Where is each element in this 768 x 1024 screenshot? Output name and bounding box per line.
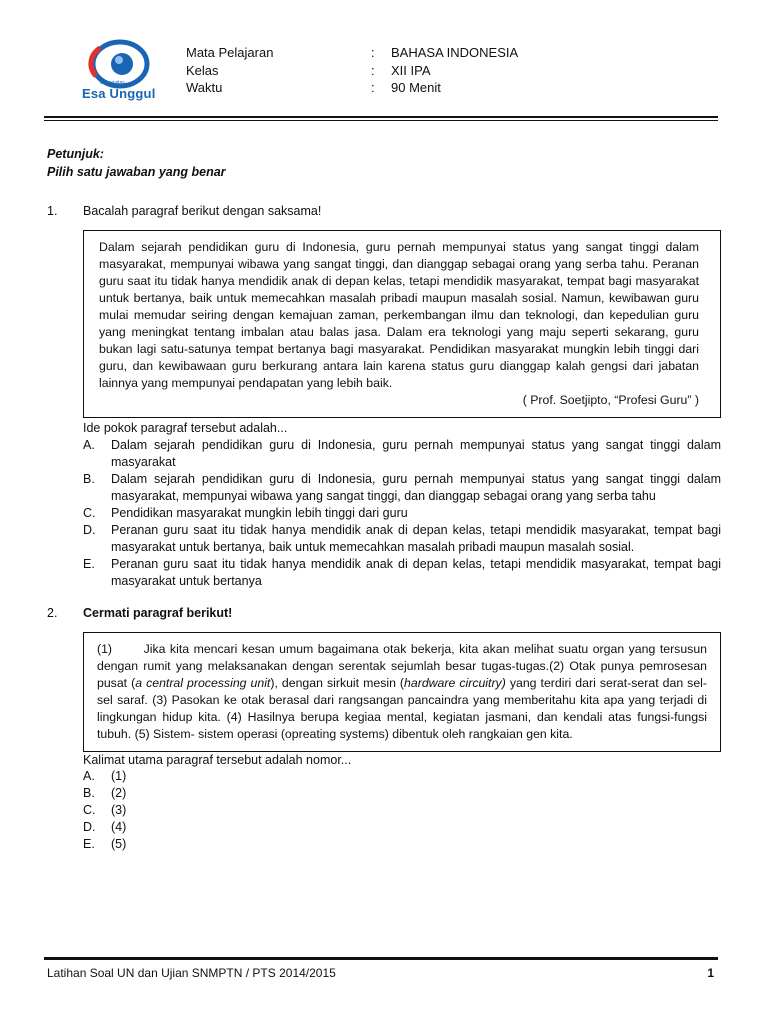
option-text: Dalam sejarah pendidikan guru di Indonesia, guru pernah mempunyai status yang sangat tinggi dalam masyarakat, mempunyai wibawa yang sangat tinggi, dan dianggap sebagai orang yang serba tahu <box>111 472 721 503</box>
meta-value: BAHASA INDONESIA <box>391 45 519 60</box>
passage-part: ), dengan sirkuit mesin ( <box>270 676 405 690</box>
option-d[interactable] <box>83 819 721 836</box>
passage-text <box>97 641 707 743</box>
instructions-text: Pilih satu jawaban yang benar <box>47 165 226 179</box>
option-text: (5) <box>111 837 127 851</box>
option-text: (2) <box>111 786 127 800</box>
option-text: (4) <box>111 820 127 834</box>
question-text: Cermati paragraf berikut! <box>83 606 233 620</box>
meta-row-subject <box>186 44 518 62</box>
logo-subtext: Universitas <box>100 80 125 86</box>
option-letter: E. <box>83 837 95 851</box>
passage-part: (1) Jika kita mencari kesan umum bagaimana otak bekerja, kita akan melihat suatu organ yang tersusun dengan rumit yang melaksanakan dengan serentak sejumlah besar tugas-tugas.(2) Otak punya pemrosesan pusat ( <box>97 642 707 690</box>
question-number: 1. <box>47 204 58 218</box>
option-e[interactable] <box>83 836 721 853</box>
option-letter: B. <box>83 472 95 486</box>
exam-meta <box>186 44 518 97</box>
header-divider-thin <box>44 120 718 121</box>
meta-value: 90 Menit <box>391 80 441 95</box>
instructions-title: Petunjuk: <box>47 147 104 161</box>
option-e[interactable] <box>83 556 721 590</box>
option-a[interactable] <box>83 768 721 785</box>
question-prompt: Ide pokok paragraf tersebut adalah... <box>83 421 288 435</box>
options-list-1 <box>83 437 721 590</box>
instructions <box>47 145 226 181</box>
option-text: (3) <box>111 803 127 817</box>
option-b[interactable] <box>83 471 721 505</box>
meta-label: Kelas <box>186 62 219 78</box>
option-text: Dalam sejarah pendidikan guru di Indonesia, guru pernah mempunyai status yang sangat tinggi dalam masyarakat <box>111 438 721 469</box>
meta-label: Waktu <box>186 80 223 95</box>
options-list-2 <box>83 768 721 853</box>
meta-row-time <box>186 79 518 97</box>
meta-label: Mata Pelajaran <box>186 45 274 60</box>
option-letter: A. <box>83 769 95 783</box>
option-letter: A. <box>83 438 95 452</box>
question-number: 2. <box>47 606 58 620</box>
footer-divider <box>44 957 718 960</box>
passage-italic: hardware circuitry) <box>404 676 506 690</box>
logo-text: Esa Unggul <box>82 86 156 101</box>
option-text: Peranan guru saat itu tidak hanya mendidik anak di depan kelas, tetapi mendidik masyarakat, tempat bagi masyarakat untuk bertanya, baik untuk memecahkan masalah pribadi maupun masalah sosial. <box>111 523 721 554</box>
passage-part: yang terdiri dari serat-serat dan sel-sel saraf. (3) Pasokan ke otak berasal dari rangsangan pancaindra yang memberitahu kita apa yang terjadi di lingkungan hidup kita. (4) Hasilnya berupa kegiaa mental, kegiatan jasmani, dan kendali atas fungsi-fungsi tubuh. (5) Sistem- sistem operasi (opreating systems) dibentuk oleh rangkaian gen kita. <box>97 676 707 741</box>
option-c[interactable] <box>83 505 721 522</box>
option-text: Pendidikan masyarakat mungkin lebih tinggi dari guru <box>111 506 408 520</box>
option-c[interactable] <box>83 802 721 819</box>
meta-row-class <box>186 62 518 80</box>
passage-text: Dalam sejarah pendidikan guru di Indonesia, guru pernah mempunyai status yang sangat tinggi dalam masyarakat, mempunyai wibawa yang sangat tinggi, dan dianggap sebagai orang yang serba tahu. Peranan guru saat itu tidak hanya mendidik anak di depan kelas, tetapi mendidik masyarakat, tempat bagi masyarakat untuk bertanya, baik untuk memecahkan masalah pribadi maupun masalah sosial. Namun, kewibawan guru mulai memudar seiring dengan kemajuan zaman, perkembangan ilmu dan teknologi, dan kepedulian guru yang meningkat tentang imbalan atau balas jasa. Dalam era teknologi yang maju seperti sekarang, guru bukan lagi satu-satunya tempat bertanya bagi masyarakat. Pendidikan masyarakat mungkin lebih tinggi dari guru, dan kewibawaan guru berkurang antara lain karena status guru dianggap kalah gengsi dari jabatan lainnya yang mempunyai pendapatan yang lebih baik. <box>99 240 699 390</box>
meta-colon: : <box>371 80 375 95</box>
option-letter: C. <box>83 506 96 520</box>
option-a[interactable] <box>83 437 721 471</box>
option-text: Peranan guru saat itu tidak hanya mendidik anak di depan kelas, tetapi mendidik masyarakat, tempat bagi masyarakat untuk bertanya <box>111 557 721 588</box>
passage-box-2 <box>83 632 721 752</box>
meta-colon: : <box>371 45 375 60</box>
passage-box-1 <box>83 230 721 418</box>
option-text: (1) <box>111 769 127 783</box>
option-letter: B. <box>83 786 95 800</box>
option-letter: E. <box>83 557 95 571</box>
option-letter: D. <box>83 523 96 537</box>
meta-colon: : <box>371 62 375 78</box>
option-d[interactable] <box>83 522 721 556</box>
passage-italic: a central processing unit <box>135 676 271 690</box>
option-letter: C. <box>83 803 96 817</box>
option-b[interactable] <box>83 785 721 802</box>
footer-text: Latihan Soal UN dan Ujian SNMPTN / PTS 2014/2015 <box>47 966 336 980</box>
question-text: Bacalah paragraf berikut dengan saksama! <box>83 204 322 218</box>
header-divider <box>44 116 718 118</box>
question-prompt: Kalimat utama paragraf tersebut adalah nomor... <box>83 753 352 767</box>
page-number: 1 <box>707 966 714 980</box>
option-letter: D. <box>83 820 96 834</box>
passage-citation: ( Prof. Soetjipto, “Profesi Guru” ) <box>522 393 699 407</box>
meta-value: XII IPA <box>391 62 431 78</box>
